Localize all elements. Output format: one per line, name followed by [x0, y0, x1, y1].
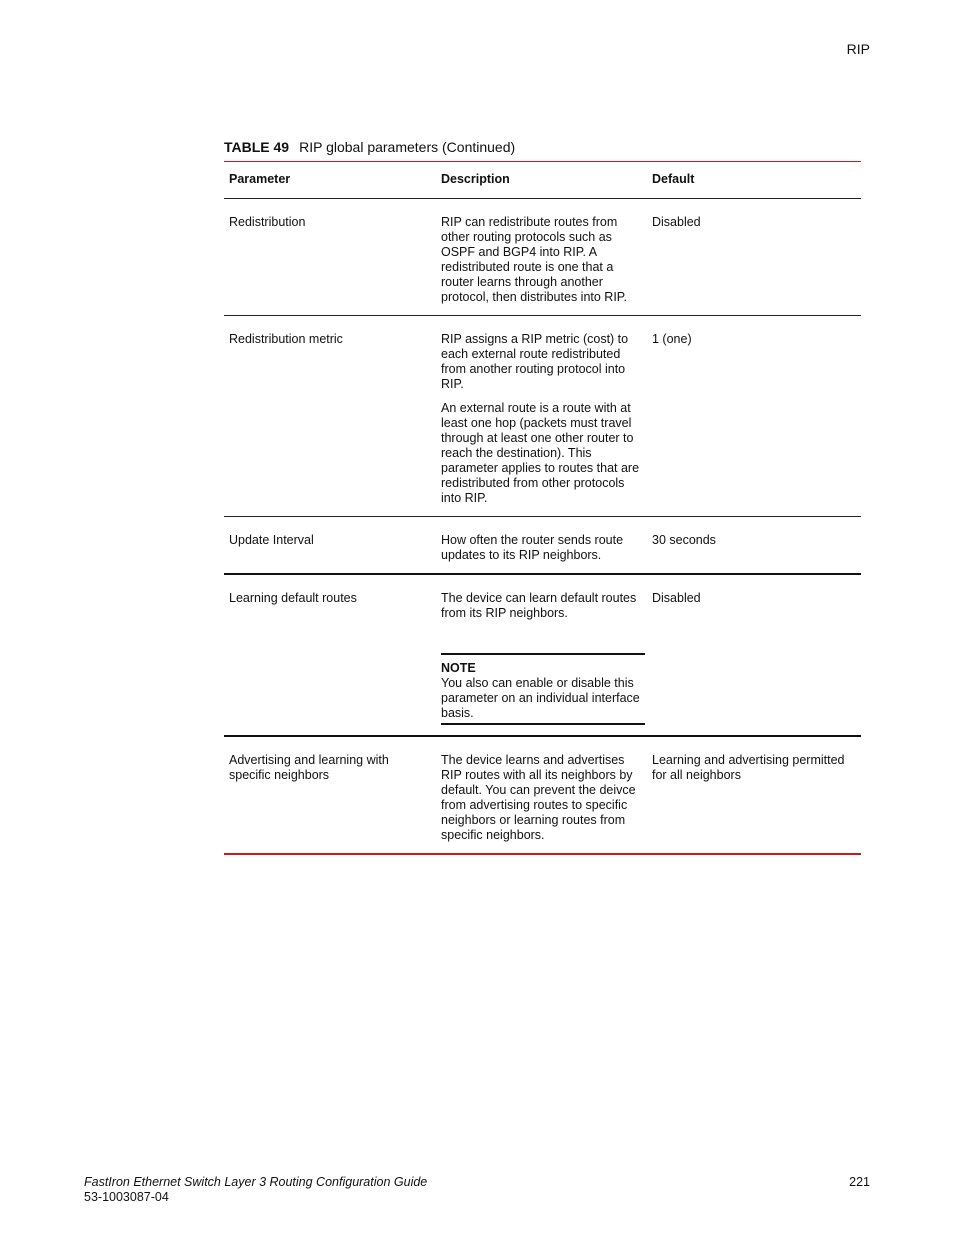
table-row: [224, 575, 861, 737]
description-cell: [436, 199, 647, 315]
table-row: [224, 737, 861, 853]
description-text: RIP assigns a RIP metric (cost) to each external route redistributed from another routing protocol into RIP.: [441, 332, 629, 391]
table-row: [224, 517, 861, 575]
table-number: TABLE 49: [224, 139, 290, 155]
note-text: You also can enable or disable this parameter on an individual interface basis.: [441, 676, 640, 720]
column-header-description: Description: [441, 172, 510, 186]
table-title: RIP global parameters (Continued): [299, 139, 516, 155]
table-caption: [224, 139, 515, 155]
document-number: 53-1003087-04: [84, 1190, 169, 1204]
note-title: NOTE: [441, 661, 476, 675]
description-cell: [436, 517, 647, 573]
guide-title: FastIron Ethernet Switch Layer 3 Routing Configuration Guide: [84, 1175, 428, 1189]
parameter-cell: Learning default routes: [229, 591, 357, 605]
description-text: The device can learn default routes from its RIP neighbors.: [441, 591, 637, 620]
description-text: The device learns and advertises RIP routes with all its neighbors by default. You can prevent the deivce from advertising routes to specific neighbors or learning routes from specific neighbors.: [441, 753, 636, 842]
default-cell: Learning and advertising permitted for all neighbors: [652, 753, 845, 782]
running-header-section: RIP: [846, 41, 870, 57]
page-number: 221: [849, 1175, 870, 1189]
table-header-row: [224, 162, 861, 199]
default-cell: Disabled: [652, 591, 701, 605]
rip-parameters-table: [224, 161, 861, 855]
column-header-parameter: Parameter: [229, 172, 291, 186]
footer-document-info: [84, 1175, 427, 1205]
description-text: An external route is a route with at least one hop (packets must travel through at least one other router to reach the destination). This parameter applies to routes that are redistributed from other protocols into RIP.: [441, 401, 640, 505]
description-cell: [436, 316, 647, 516]
parameter-cell: Redistribution metric: [229, 332, 343, 346]
default-cell: Disabled: [652, 215, 701, 229]
parameter-cell: Advertising and learning with specific neighbors: [229, 753, 389, 782]
table-row: [224, 199, 861, 316]
parameter-cell: Update Interval: [229, 533, 314, 547]
description-cell: [436, 575, 647, 735]
column-header-default: Default: [652, 172, 695, 186]
description-text: How often the router sends route updates to its RIP neighbors.: [441, 533, 624, 562]
description-text: RIP can redistribute routes from other routing protocols such as OSPF and BGP4 into RIP. A redistributed route is one that a router learns through another protocol, then distributes into RIP.: [441, 215, 627, 304]
description-cell: [436, 737, 647, 853]
table-row: [224, 316, 861, 517]
parameter-cell: Redistribution: [229, 215, 306, 229]
default-cell: 30 seconds: [652, 533, 716, 547]
default-cell: 1 (one): [652, 332, 692, 346]
note-box: [441, 653, 645, 725]
